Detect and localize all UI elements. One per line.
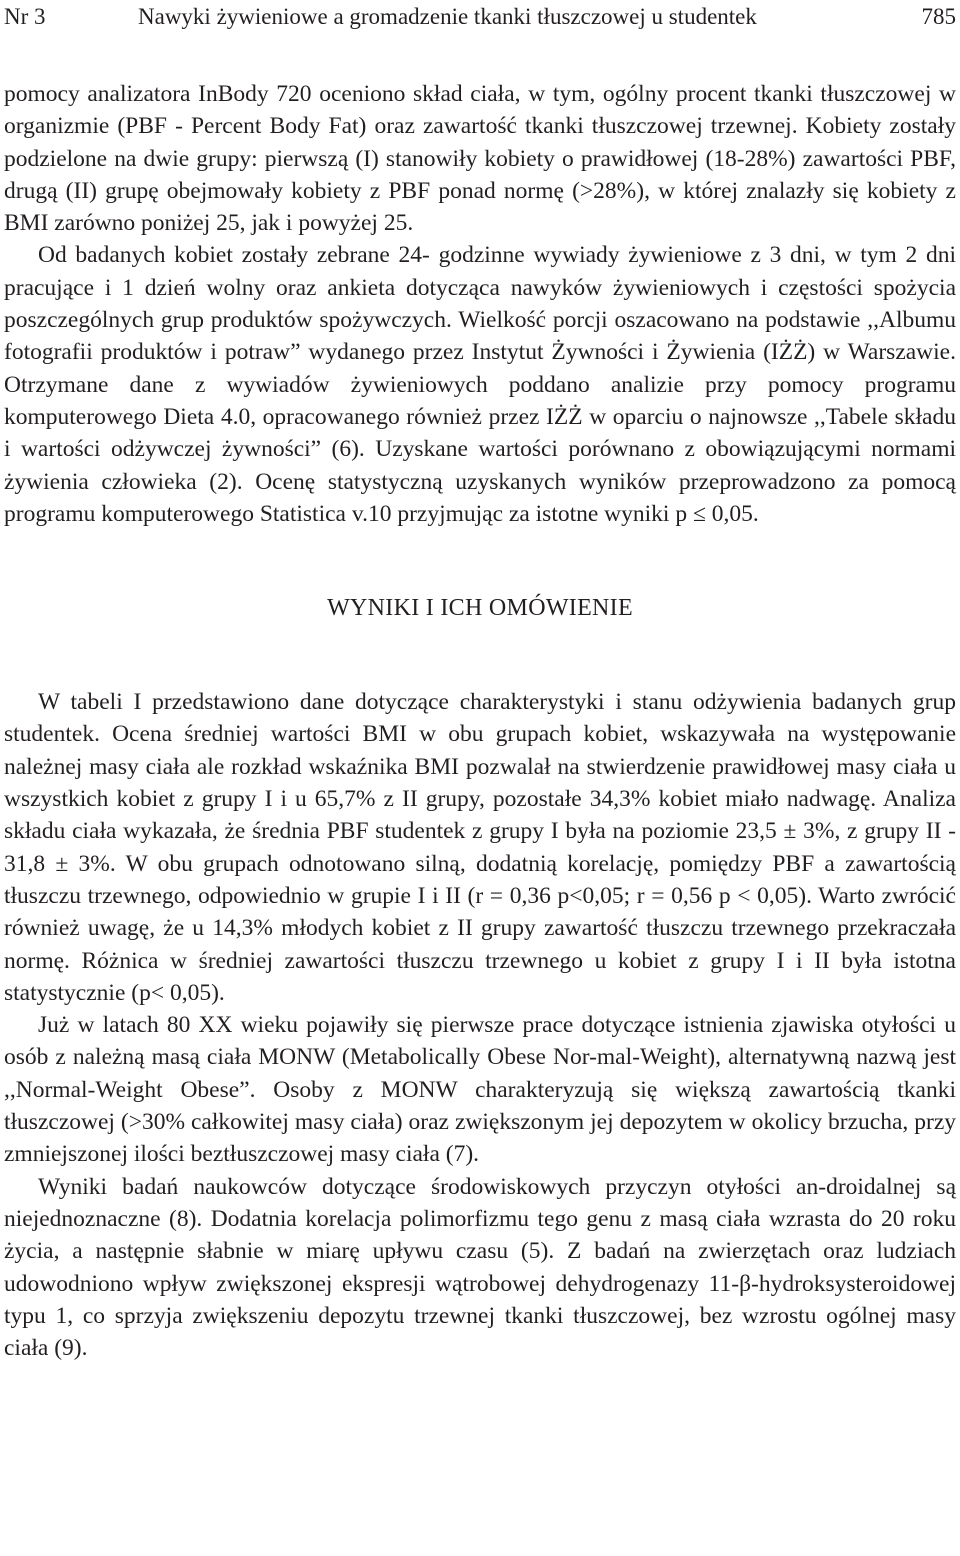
methods-paragraph-2: Od badanych kobiet zostały zebrane 24- godzinne wywiady żywieniowe z 3 dni, w tym 2 dni pracujące i 1 dzień wolny oraz ankieta dotycząca nawyków żywieniowych i częstości spożycia poszczególnych grup produktów spożywczych. Wielkość porcji oszacowano na podstawie ,,Albumu fotografii produktów i potraw” wydanego przez Instytut Żywności i Żywienia (IŻŻ) w Warszawie. Otrzymane dane z wywiadów żywieniowych poddano analizie przy pomocy programu komputerowego Dieta 4.0, opracowanego również przez IŻŻ w oparciu o najnowsze ,,Tabele składu i wartości odżywczej żywności” (6). Uzyskane wartości porównano z obowiązującymi normami żywienia człowieka (2). Ocenę statystyczną uzyskanych wyników przeprowadzono za pomocą programu komputerowego Statistica v.10 przyjmując za istotne wyniki p ≤ 0,05. xyxy=(4,242,956,527)
results-paragraph-3: Wyniki badań naukowców dotyczące środowiskowych przyczyn otyłości an-droidalnej są niejednoznaczne (8). Dodatnia korelacja polimorfizmu tego genu z masą ciała wzrasta do 20 roku życia, a następnie słabnie w miarę upływu czasu (5). Z badań na zwierzętach oraz ludziach udowodniono wpływ zwiększonej ekspresji wątrobowej dehydrogenazy 11-β-hydroksysteroidowej typu 1, co sprzyja zwiększeniu depozytu trzewnej tkanki tłuszczowej, bez wzrostu ogólnej masy ciała (9). xyxy=(4,1173,956,1362)
issue-number: Nr 3 xyxy=(4,4,46,29)
methods-paragraph-1: pomocy analizatora InBody 720 oceniono skład ciała, w tym, ogólny procent tkanki tłuszczowej w organizmie (PBF - Percent Body Fat) oraz zawartość tkanki tłuszczowej trzewnej. Kobiety zostały podzielone na dwie grupy: pierwszą (I) stanowiły kobiety o prawidłowej (18-28%) zawartości PBF, drugą (II) grupę obejmowały kobiety z PBF ponad normę (>28%), w której znalazły się kobiety z BMI zarówno poniżej 25, jak i powyżej 25. xyxy=(4,81,956,237)
results-paragraph-1: W tabeli I przedstawiono dane dotyczące charakterystyki i stanu odżywienia badanych grup studentek. Ocena średniej wartości BMI w obu grupach kobiet, wskazywała na występowanie należnej masy ciała ale rozkład wskaźnika BMI pozwalał na stwierdzenie prawidłowej masy ciała u wszystkich kobiet z grupy I i u 65,7% z II grupy, pozostałe 34,3% kobiet miało nadwagę. Analiza składu ciała wykazała, że średnia PBF studentek z grupy I była na poziomie 23,5 ± 3%, z grupy II - 31,8 ± 3%. W obu grupach odnotowano silną, dodatnią korelację, pomiędzy PBF a zawartością tłuszczu trzewnego, odpowiednio w grupie I i II (r = 0,36 p<0,05; r = 0,56 p < 0,05). Warto zwrócić również uwagę, że u 14,3% młodych kobiet z II grupy zawartość tłuszczu trzewnego przekraczała normę. Różnica w średniej zawartości tłuszczu trzewnego u kobiet z grupy I i II była istotna statystycznie (p< 0,05). xyxy=(4,689,956,1006)
running-title: Nawyki żywieniowe a gromadzenie tkanki tłuszczowej u studentek xyxy=(138,4,757,29)
results-paragraph-2: Już w latach 80 XX wieku pojawiły się pierwsze prace dotyczące istnienia zjawiska otyłości u osób z należną masą ciała MONW (Metabolically Obese Nor-mal-Weight), alternatywną nazwą jest ,,Normal-Weight Obese”. Osoby z MONW charakteryzują się większą zawartością tkanki tłuszczowej (>30% całkowitej masy ciała) oraz zwiększonym jej depozytem w okolicy brzucha, przy zmniejszonej ilości beztłuszczowej masy ciała (7). xyxy=(4,1012,956,1168)
section-heading-results: WYNIKI I ICH OMÓWIENIE xyxy=(327,595,633,622)
running-header xyxy=(4,2,956,32)
article-body xyxy=(4,78,956,1364)
page-number: 785 xyxy=(921,4,956,29)
